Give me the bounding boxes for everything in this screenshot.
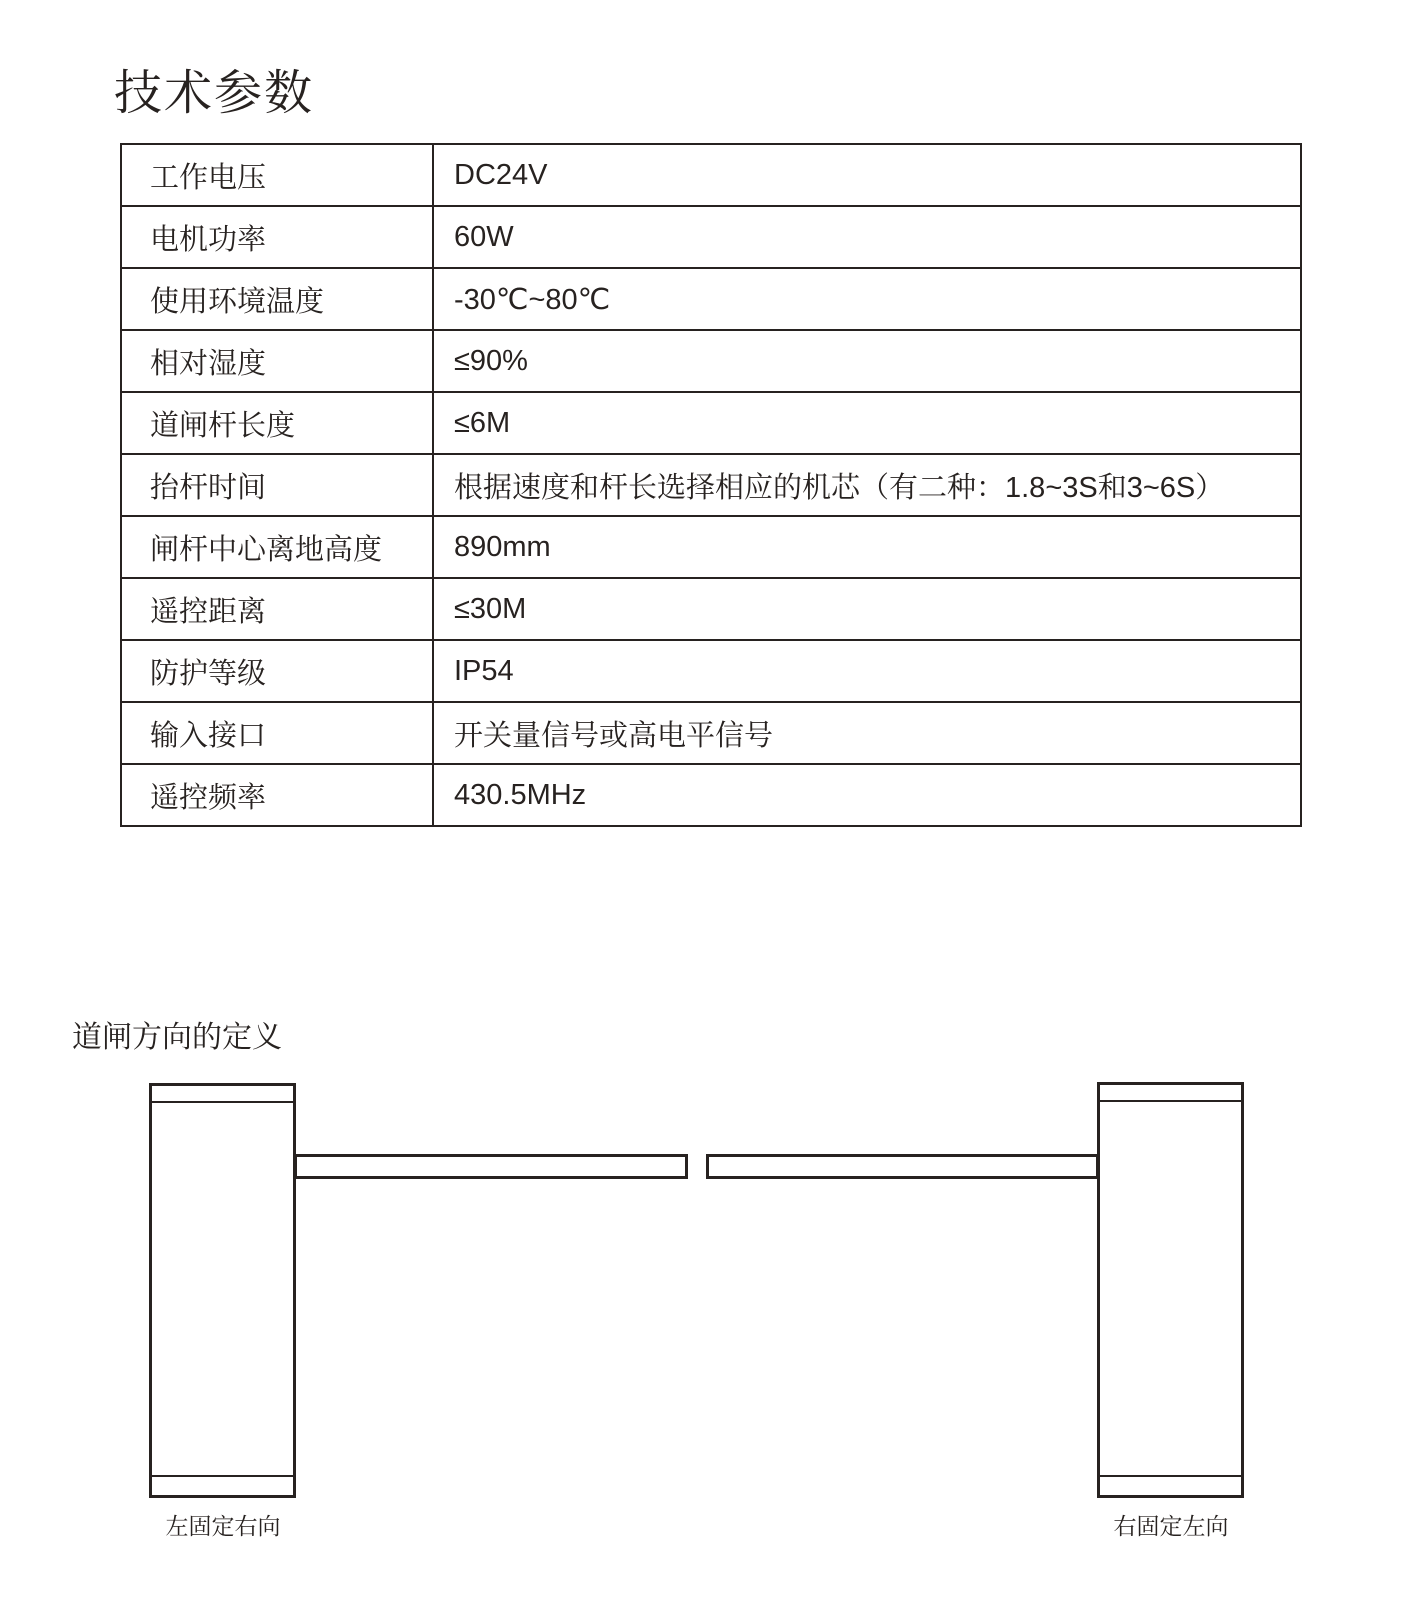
spec-label: 闸杆中心离地高度 — [121, 516, 433, 578]
spec-label: 抬杆时间 — [121, 454, 433, 516]
spec-label: 防护等级 — [121, 640, 433, 702]
left-barrier-arm — [294, 1154, 688, 1179]
spec-row — [121, 330, 1301, 392]
spec-value: ≤6M — [433, 392, 1301, 454]
spec-table-body — [121, 144, 1301, 826]
spec-table — [120, 143, 1302, 827]
spec-label: 输入接口 — [121, 702, 433, 764]
right-barrier-arm — [706, 1154, 1099, 1179]
spec-row — [121, 268, 1301, 330]
left-cabinet-base — [152, 1475, 293, 1495]
spec-value: -30℃~80℃ — [433, 268, 1301, 330]
left-gate-label: 左固定右向 — [165, 1513, 281, 1539]
spec-value: 根据速度和杆长选择相应的机芯（有二种：1.8~3S和3~6S） — [433, 454, 1301, 516]
spec-row — [121, 640, 1301, 702]
right-barrier-cabinet — [1097, 1082, 1244, 1498]
right-gate-label: 右固定左向 — [1113, 1513, 1229, 1539]
spec-label: 遥控频率 — [121, 764, 433, 826]
left-cabinet-top-cap — [152, 1086, 293, 1103]
spec-value: DC24V — [433, 144, 1301, 206]
right-cabinet-base — [1100, 1475, 1241, 1495]
spec-row — [121, 702, 1301, 764]
right-cabinet-top-cap — [1100, 1085, 1241, 1102]
spec-label: 使用环境温度 — [121, 268, 433, 330]
spec-value: IP54 — [433, 640, 1301, 702]
spec-row — [121, 454, 1301, 516]
spec-label: 电机功率 — [121, 206, 433, 268]
left-barrier-cabinet — [149, 1083, 296, 1498]
spec-label: 道闸杆长度 — [121, 392, 433, 454]
spec-value: 890mm — [433, 516, 1301, 578]
spec-value: 开关量信号或高电平信号 — [433, 702, 1301, 764]
spec-label: 遥控距离 — [121, 578, 433, 640]
spec-value: ≤90% — [433, 330, 1301, 392]
spec-row — [121, 144, 1301, 206]
spec-value: ≤30M — [433, 578, 1301, 640]
page-title: 技术参数 — [114, 67, 315, 120]
spec-value: 60W — [433, 206, 1301, 268]
direction-section-title: 道闸方向的定义 — [72, 1021, 282, 1054]
spec-row — [121, 392, 1301, 454]
spec-label: 工作电压 — [121, 144, 433, 206]
spec-row — [121, 764, 1301, 826]
spec-value: 430.5MHz — [433, 764, 1301, 826]
spec-label: 相对湿度 — [121, 330, 433, 392]
spec-row — [121, 516, 1301, 578]
spec-row — [121, 206, 1301, 268]
spec-row — [121, 578, 1301, 640]
